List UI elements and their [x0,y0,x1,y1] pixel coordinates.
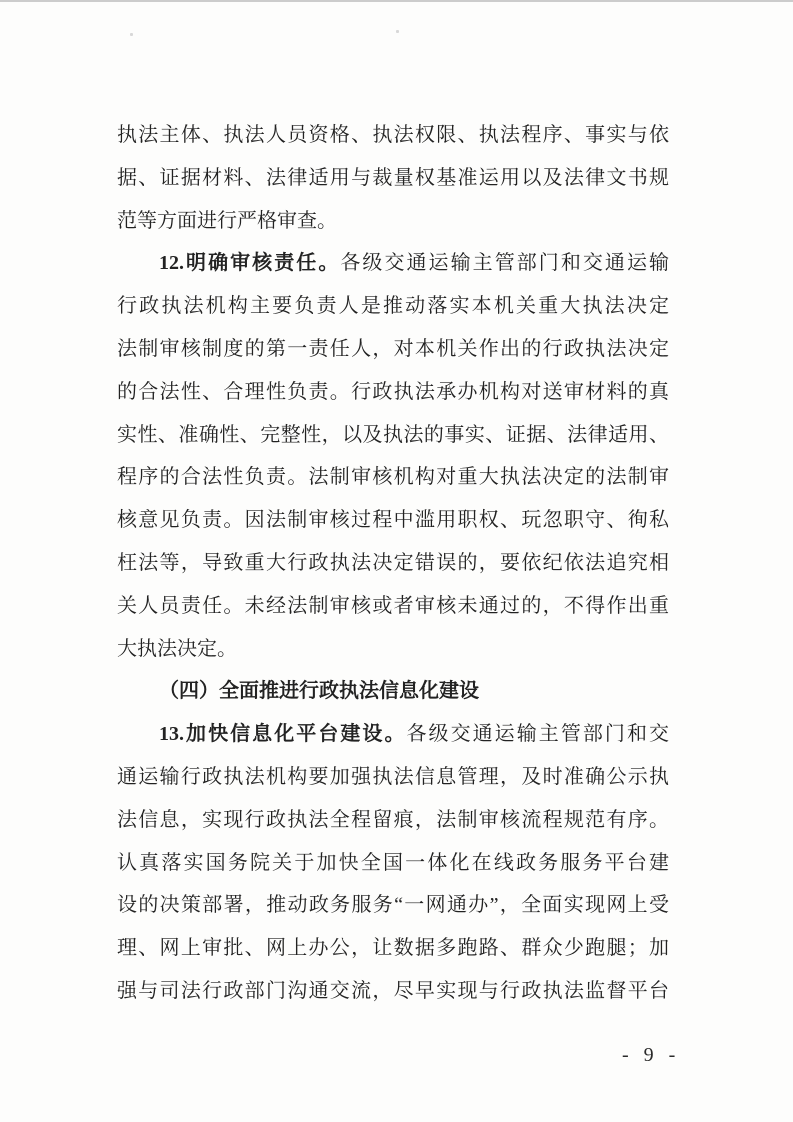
text-segment: 据、证据材料、法律适用与裁量权基准运用以及法律文书规 [117,166,669,189]
text-segment: 行政执法机构主要负责人是推动落实本机关重大执法决定 [117,295,669,318]
text-line [117,242,669,285]
text-line [117,499,669,542]
text-segment: 实性、准确性、完整性，以及执法的事实、证据、法律适用、 [117,423,669,446]
text-line [117,799,669,842]
scan-speck [396,30,399,33]
text-line [117,756,669,799]
page-number: - 9 - [622,1044,681,1066]
scan-speck [130,33,133,36]
text-segment: 的合法性、合理性负责。行政执法承办机构对送审材料的真 [117,380,669,403]
text-line [117,884,669,927]
text-segment: 枉法等，导致重大行政执法决定错误的，要依纪依法追究相 [117,551,669,574]
scan-artifact-line [0,0,793,2]
text-line [117,542,669,585]
text-line [117,927,669,970]
text-line [117,713,669,756]
text-segment: 核意见负责。因法制审核过程中滥用职权、玩忽职守、徇私 [117,509,669,532]
heading-segment: 13.加快信息化平台建设。 [159,723,407,746]
text-segment: 法制审核制度的第一责任人，对本机关作出的行政执法决定 [117,337,669,360]
text-line [117,585,669,628]
text-line [117,157,669,200]
text-segment: 法信息，实现行政执法全程留痕，法制审核流程规范有序。 [117,808,669,831]
text-segment: 强与司法行政部门沟通交流，尽早实现与行政执法监督平台 [117,979,669,1002]
text-segment: 大执法决定。 [117,637,237,660]
heading-segment: （四）全面推进行政执法信息化建设 [159,680,479,703]
text-line [117,842,669,885]
text-line [117,371,669,414]
text-segment: 各级交通运输主管部门和交 [406,723,669,746]
text-line [117,414,669,457]
text-segment: 认真落实国务院关于加快全国一体化在线政务服务平台建 [117,851,669,874]
text-segment: 各级交通运输主管部门和交通运输 [340,252,670,275]
text-segment: 执法主体、执法人员资格、执法权限、执法程序、事实与依 [117,124,669,146]
heading-segment: 12.明确审核责任。 [159,252,341,275]
text-segment: 通运输行政执法机构要加强执法信息管理，及时准确公示执 [117,765,669,788]
text-line [117,456,669,499]
text-line [117,970,669,1013]
text-line [117,628,669,671]
text-segment: 程序的合法性负责。法制审核机构对重大执法决定的法制审 [117,466,669,489]
text-line [117,114,669,157]
body-text [117,114,669,1013]
text-line [117,670,669,713]
text-segment: 设的决策部署，推动政务服务“一网通办”，全面实现网上受 [117,894,669,917]
text-line [117,328,669,371]
text-line [117,285,669,328]
text-segment: 理、网上审批、网上办公，让数据多跑路、群众少跑腿；加 [117,937,669,960]
text-line [117,200,669,243]
text-segment: 关人员责任。未经法制审核或者审核未通过的，不得作出重 [117,594,669,617]
text-segment: 范等方面进行严格审查。 [117,209,337,232]
